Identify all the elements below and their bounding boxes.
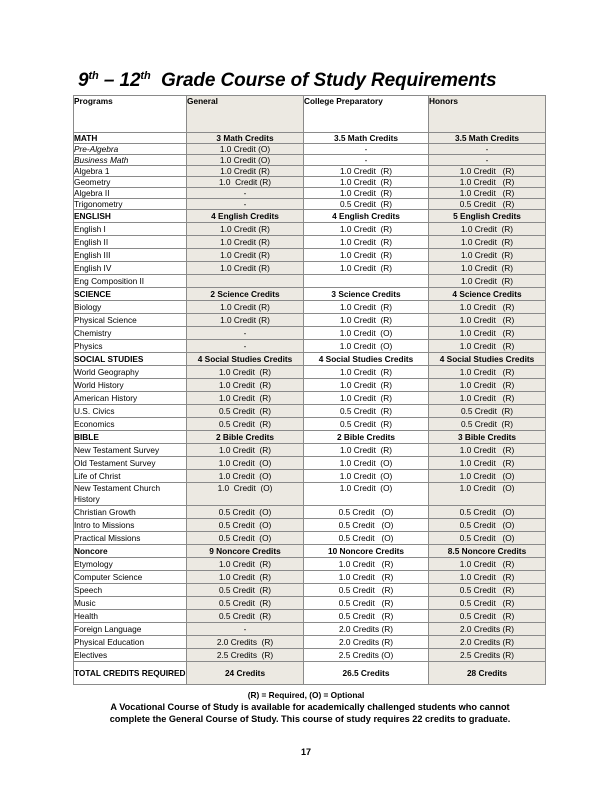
header-programs: Programs — [74, 96, 187, 133]
table-row — [74, 444, 546, 457]
credit-value: 0.5 Credit (O) — [304, 506, 429, 519]
course-name: Chemistry — [74, 327, 187, 340]
section-name: SOCIAL STUDIES — [74, 353, 187, 366]
credit-value: 1.0 Credit (R) — [429, 392, 546, 405]
course-name: Algebra II — [74, 188, 187, 199]
course-name: Algebra 1 — [74, 166, 187, 177]
credit-value: 1.0 Credit (R) — [304, 379, 429, 392]
section-name: SCIENCE — [74, 288, 187, 301]
credit-value: 1.0 Credit (R) — [187, 223, 304, 236]
section-total: 4 Social Studies Credits — [304, 353, 429, 366]
table-row — [74, 623, 546, 636]
credit-value: 0.5 Credit (O) — [429, 532, 546, 545]
section-total: 3 Science Credits — [304, 288, 429, 301]
credit-value: 1.0 Credit (O) — [304, 340, 429, 353]
table-body — [74, 133, 546, 685]
credit-value: 0.5 Credit (O) — [187, 506, 304, 519]
table-row — [74, 483, 546, 506]
credit-value: 0.5 Credit (O) — [187, 519, 304, 532]
credit-value: 1.0 Credit (R) — [429, 188, 546, 199]
credit-value: 1.0 Credit (R) — [187, 571, 304, 584]
credit-value: 0.5 Credit (R) — [429, 418, 546, 431]
credit-value: 1.0 Credit (R) — [429, 558, 546, 571]
section-total: 10 Noncore Credits — [304, 545, 429, 558]
credit-value: 2.5 Credits (O) — [304, 649, 429, 662]
section-name: BIBLE — [74, 431, 187, 444]
credit-value: 1.0 Credit (O) — [304, 327, 429, 340]
section-total: 2 Bible Credits — [304, 431, 429, 444]
credit-value: 1.0 Credit (R) — [304, 558, 429, 571]
table-row — [74, 327, 546, 340]
section-total: 4 Social Studies Credits — [429, 353, 546, 366]
course-name: Music — [74, 597, 187, 610]
credit-value: 1.0 Credit (R) — [304, 366, 429, 379]
credit-value: 1.0 Credit (R) — [429, 571, 546, 584]
credit-value: 0.5 Credit (R) — [304, 584, 429, 597]
credit-value: 2.0 Credits (R) — [187, 636, 304, 649]
credit-value: 1.0 Credit (O) — [304, 483, 429, 506]
section-row — [74, 133, 546, 144]
credit-value: 0.5 Credit (R) — [429, 199, 546, 210]
course-name: Pre-Algebra — [74, 144, 187, 155]
credit-value: 1.0 Credit (R) — [187, 166, 304, 177]
table-row — [74, 392, 546, 405]
credit-value: 1.0 Credit (O) — [429, 483, 546, 506]
section-total: 9 Noncore Credits — [187, 545, 304, 558]
credit-value: 1.0 Credit (R) — [429, 223, 546, 236]
credit-value: 1.0 Credit (O) — [304, 470, 429, 483]
credit-value: 0.5 Credit (R) — [187, 418, 304, 431]
header-honors: Honors — [429, 96, 546, 133]
course-name: Old Testament Survey — [74, 457, 187, 470]
course-name: Physics — [74, 340, 187, 353]
credit-value: 0.5 Credit (O) — [304, 532, 429, 545]
credit-value: - — [187, 623, 304, 636]
header-college-preparatory: College Preparatory — [304, 96, 429, 133]
credit-value: 0.5 Credit (R) — [304, 199, 429, 210]
section-total: 2 Science Credits — [187, 288, 304, 301]
credit-value: 1.0 Credit (R) — [187, 392, 304, 405]
credit-value: - — [187, 327, 304, 340]
table-row — [74, 144, 546, 155]
table-row — [74, 166, 546, 177]
credit-value: - — [187, 199, 304, 210]
credit-value: 2.0 Credits (R) — [429, 636, 546, 649]
table-row — [74, 558, 546, 571]
course-name: English I — [74, 223, 187, 236]
section-total: 2 Bible Credits — [187, 431, 304, 444]
table-row — [74, 275, 546, 288]
credit-value: 1.0 Credit (R) — [429, 262, 546, 275]
credit-value: - — [187, 340, 304, 353]
credit-value: 1.0 Credit (R) — [304, 188, 429, 199]
credit-value: - — [304, 155, 429, 166]
page-title: 9th – 12th Grade Course of Study Requirements — [78, 70, 497, 91]
table-row — [74, 340, 546, 353]
credit-value: 1.0 Credit (R) — [304, 314, 429, 327]
credit-value: 0.5 Credit (R) — [187, 584, 304, 597]
credit-value: 1.0 Credit (R) — [429, 444, 546, 457]
header-general: General — [187, 96, 304, 133]
table-row — [74, 405, 546, 418]
credit-value: 1.0 Credit (R) — [304, 571, 429, 584]
credit-value: 1.0 Credit (R) — [304, 262, 429, 275]
credit-value: 1.0 Credit (R) — [187, 379, 304, 392]
section-total: 4 English Credits — [304, 210, 429, 223]
section-name: MATH — [74, 133, 187, 144]
credit-value: 1.0 Credit (R) — [187, 262, 304, 275]
table-row — [74, 519, 546, 532]
credit-value: 0.5 Credit (R) — [429, 597, 546, 610]
section-total: 3 Math Credits — [187, 133, 304, 144]
section-total: 3 Bible Credits — [429, 431, 546, 444]
credit-value: 0.5 Credit (R) — [187, 597, 304, 610]
credit-value: 1.0 Credit (R) — [187, 249, 304, 262]
table-row — [74, 418, 546, 431]
table-row — [74, 223, 546, 236]
table-row — [74, 379, 546, 392]
table-row — [74, 188, 546, 199]
credit-value: 0.5 Credit (O) — [187, 532, 304, 545]
course-name: Intro to Missions — [74, 519, 187, 532]
total-label: TOTAL CREDITS REQUIRED — [74, 662, 187, 685]
credit-value: 0.5 Credit (R) — [429, 610, 546, 623]
credit-value: - — [304, 144, 429, 155]
course-name: World History — [74, 379, 187, 392]
credit-value: 0.5 Credit (O) — [304, 519, 429, 532]
course-name: Electives — [74, 649, 187, 662]
credit-value: 2.5 Credits (R) — [429, 649, 546, 662]
credit-value: 1.0 Credit (R) — [304, 177, 429, 188]
credit-value: 1.0 Credit (R) — [304, 223, 429, 236]
credit-value: 0.5 Credit (R) — [187, 405, 304, 418]
section-row — [74, 210, 546, 223]
course-name: U.S. Civics — [74, 405, 187, 418]
credit-value: 1.0 Credit (R) — [429, 275, 546, 288]
credit-value: 1.0 Credit (R) — [429, 236, 546, 249]
table-row — [74, 457, 546, 470]
credit-value: 1.0 Credit (R) — [187, 301, 304, 314]
credit-value: 1.0 Credit (O) — [187, 483, 304, 506]
credit-value: 0.5 Credit (R) — [429, 405, 546, 418]
section-row — [74, 288, 546, 301]
header-row — [74, 96, 546, 133]
credit-value: 1.0 Credit (R) — [304, 444, 429, 457]
credit-value — [187, 275, 304, 288]
course-name: Economics — [74, 418, 187, 431]
credit-value: 1.0 Credit (O) — [187, 155, 304, 166]
credit-value: 0.5 Credit (R) — [304, 597, 429, 610]
credit-value: - — [187, 188, 304, 199]
course-name: English II — [74, 236, 187, 249]
course-name: Physical Science — [74, 314, 187, 327]
course-name: Eng Composition II — [74, 275, 187, 288]
table-row — [74, 177, 546, 188]
credit-value: 1.0 Credit (R) — [429, 301, 546, 314]
section-total: 3.5 Math Credits — [304, 133, 429, 144]
section-total: 4 Social Studies Credits — [187, 353, 304, 366]
section-name: Noncore — [74, 545, 187, 558]
course-name: Foreign Language — [74, 623, 187, 636]
table-row — [74, 610, 546, 623]
table-row — [74, 649, 546, 662]
section-row — [74, 545, 546, 558]
credit-value: 1.0 Credit (R) — [304, 301, 429, 314]
credit-value: 1.0 Credit (R) — [429, 166, 546, 177]
credit-value: 1.0 Credit (R) — [187, 558, 304, 571]
credit-value: 2.5 Credits (R) — [187, 649, 304, 662]
course-name: Life of Christ — [74, 470, 187, 483]
credit-value: - — [429, 155, 546, 166]
credit-value: 1.0 Credit (R) — [429, 366, 546, 379]
table-row — [74, 532, 546, 545]
course-requirements-table — [73, 95, 546, 685]
page-number: 17 — [300, 747, 311, 757]
course-name: Business Math — [74, 155, 187, 166]
section-total: 4 Science Credits — [429, 288, 546, 301]
course-name: World Geography — [74, 366, 187, 379]
table-row — [74, 314, 546, 327]
course-name: Physical Education — [74, 636, 187, 649]
section-name: ENGLISH — [74, 210, 187, 223]
credit-value — [304, 275, 429, 288]
legend-text: (R) = Required, (O) = Optional — [247, 690, 365, 700]
credit-value: 1.0 Credit (R) — [429, 457, 546, 470]
total-credits: 28 Credits — [429, 662, 546, 685]
credit-value: 1.0 Credit (R) — [429, 327, 546, 340]
table-row — [74, 597, 546, 610]
course-name: Christian Growth — [74, 506, 187, 519]
course-name: Trigonometry — [74, 199, 187, 210]
credit-value: 1.0 Credit (O) — [429, 470, 546, 483]
section-row — [74, 431, 546, 444]
course-name: English III — [74, 249, 187, 262]
credit-value: 0.5 Credit (O) — [429, 506, 546, 519]
credit-value: 1.0 Credit (O) — [187, 470, 304, 483]
table-row — [74, 249, 546, 262]
credit-value: 0.5 Credit (R) — [429, 584, 546, 597]
section-row — [74, 353, 546, 366]
table-row — [74, 571, 546, 584]
course-name: Health — [74, 610, 187, 623]
credit-value: 1.0 Credit (O) — [187, 144, 304, 155]
total-row — [74, 662, 546, 685]
course-name: English IV — [74, 262, 187, 275]
course-name: Etymology — [74, 558, 187, 571]
table-row — [74, 470, 546, 483]
course-name: Geometry — [74, 177, 187, 188]
credit-value: 1.0 Credit (R) — [429, 379, 546, 392]
table-row — [74, 636, 546, 649]
credit-value: 1.0 Credit (O) — [304, 457, 429, 470]
section-total: 3.5 Math Credits — [429, 133, 546, 144]
table-row — [74, 262, 546, 275]
course-name: Biology — [74, 301, 187, 314]
credit-value: 0.5 Credit (R) — [304, 610, 429, 623]
credit-value: 1.0 Credit (R) — [187, 236, 304, 249]
credit-value: 2.0 Credits (R) — [304, 636, 429, 649]
course-name: Practical Missions — [74, 532, 187, 545]
credit-value: 1.0 Credit (R) — [429, 340, 546, 353]
section-total: 4 English Credits — [187, 210, 304, 223]
credit-value: 1.0 Credit (R) — [187, 314, 304, 327]
section-total: 5 English Credits — [429, 210, 546, 223]
credit-value: 0.5 Credit (R) — [304, 418, 429, 431]
credit-value: 1.0 Credit (O) — [187, 457, 304, 470]
credit-value: 1.0 Credit (R) — [187, 366, 304, 379]
course-name: New Testament Survey — [74, 444, 187, 457]
credit-value: 1.0 Credit (R) — [429, 177, 546, 188]
credit-value: 1.0 Credit (R) — [304, 166, 429, 177]
course-name: American History — [74, 392, 187, 405]
credit-value: 2.0 Credits (R) — [304, 623, 429, 636]
vocational-note: A Vocational Course of Study is available for academically challenged students who cannot complete the General Course of Study. This course of study requires 22 credits to graduate. — [109, 702, 511, 724]
total-credits: 26.5 Credits — [304, 662, 429, 685]
credit-value: 1.0 Credit (R) — [304, 392, 429, 405]
credit-value: 1.0 Credit (R) — [304, 236, 429, 249]
table-row — [74, 366, 546, 379]
total-credits: 24 Credits — [187, 662, 304, 685]
table-row — [74, 506, 546, 519]
credit-value: 0.5 Credit (R) — [187, 610, 304, 623]
course-name: Computer Science — [74, 571, 187, 584]
credit-value: 1.0 Credit (R) — [429, 314, 546, 327]
table-row — [74, 584, 546, 597]
table-row — [74, 301, 546, 314]
credit-value: 1.0 Credit (R) — [429, 249, 546, 262]
credit-value: 1.0 Credit (R) — [304, 249, 429, 262]
table-row — [74, 236, 546, 249]
credit-value: 1.0 Credit (R) — [187, 444, 304, 457]
table-row — [74, 199, 546, 210]
section-total: 8.5 Noncore Credits — [429, 545, 546, 558]
table-row — [74, 155, 546, 166]
course-name: Speech — [74, 584, 187, 597]
credit-value: 1.0 Credit (R) — [187, 177, 304, 188]
course-name: New Testament Church History — [74, 483, 187, 506]
credit-value: - — [429, 144, 546, 155]
credit-value: 2.0 Credits (R) — [429, 623, 546, 636]
credit-value: 0.5 Credit (O) — [429, 519, 546, 532]
credit-value: 0.5 Credit (R) — [304, 405, 429, 418]
